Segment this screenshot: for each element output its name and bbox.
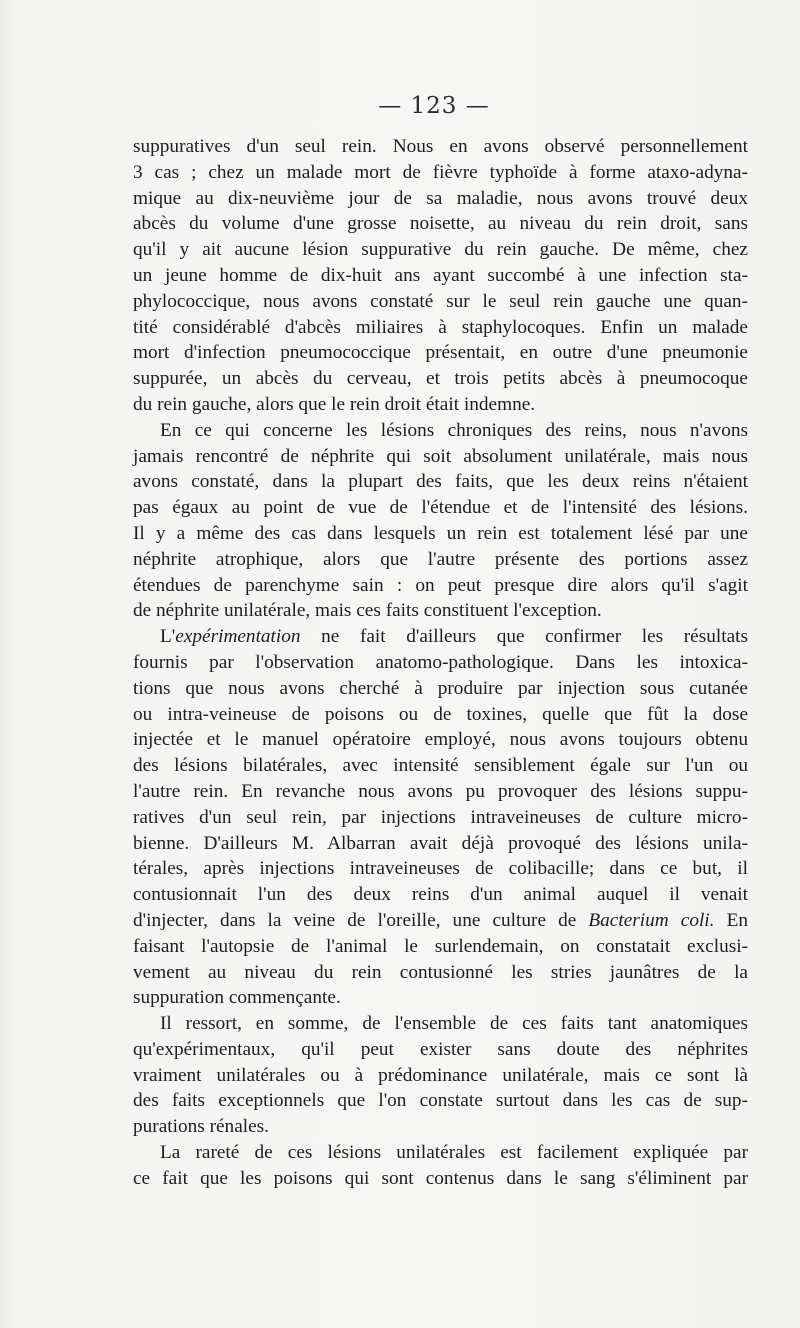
paragraph-4 (133, 1011, 748, 1140)
text-line: tité considérablé d'abcès miliaires à staphylocoques. Enfin un malade (133, 316, 748, 338)
text-line: Il ressort, en somme, de l'ensemble de ces faits tant anatomiques (160, 1013, 748, 1035)
text-line: vement au niveau du rein contusionné les stries jaunâtres de la (133, 961, 748, 983)
text-line: mique au dix-neuvième jour de sa maladie, nous avons trouvé deux (133, 187, 748, 209)
text-line: purations rénales. (133, 1116, 269, 1138)
text-line: vraiment unilatérales ou à prédominance unilatérale, mais ce sont là (133, 1064, 748, 1086)
text-line: avons constaté, dans la plupart des faits, que les deux reins n'étaient (133, 471, 748, 493)
text-line: En ce qui concerne les lésions chroniques des reins, nous n'avons (160, 419, 748, 441)
italic-term: Bacterium coli. (588, 909, 715, 931)
text-line: des faits exceptionnels que l'on constate surtout dans les cas de sup- (133, 1090, 748, 1112)
text-line: térales, après injections intraveineuses de colibacille; dans ce but, il (133, 858, 748, 880)
text-line: fournis par l'observation anatomo-pathologique. Dans les intoxica- (133, 651, 748, 673)
text-line: faisant l'autopsie de l'animal le surlendemain, on constatait exclusi- (133, 935, 748, 957)
text-line: du rein gauche, alors que le rein droit était indemne. (133, 393, 536, 415)
text-line: qu'il y ait aucune lésion suppurative du rein gauche. De même, chez (133, 239, 748, 261)
text-line (133, 624, 748, 650)
text-line: ou intra-veineuse de poisons ou de toxines, quelle que fût la dose (133, 703, 748, 725)
text-fragment: d'injecter, dans la veine de l'oreille, une culture de (133, 909, 589, 931)
text-line: suppurée, un abcès du cerveau, et trois petits abcès à pneumocoque (133, 368, 748, 390)
text-line (133, 908, 748, 934)
text-line: des lésions bilatérales, avec intensité sensiblement égale sur l'un ou (133, 755, 748, 777)
text-line: qu'expérimentaux, qu'il peut exister sans doute des néphrites (133, 1038, 748, 1060)
text-line: ce fait que les poisons qui sont contenus dans le sang s'éliminent par (133, 1167, 748, 1189)
text-fragment: L' (160, 626, 176, 648)
text-line: Il y a même des cas dans lesquels un rein est totalement lésé par une (133, 522, 748, 544)
text-fragment: ne fait d'ailleurs que confirmer les résultats (300, 626, 748, 648)
text-line: injectée et le manuel opératoire employé, nous avons toujours obtenu (133, 729, 748, 751)
paragraph-5 (133, 1140, 748, 1192)
text-line: abcès du volume d'une grosse noisette, au niveau du rein droit, sans (133, 213, 748, 235)
text-line: un jeune homme de dix-huit ans ayant succombé à une infection sta- (133, 264, 748, 286)
text-line: suppuratives d'un seul rein. Nous en avons observé personnellement (133, 136, 748, 157)
page-number: — 123 — (378, 93, 490, 119)
text-fragment: En (714, 909, 748, 931)
text-line: étendues de parenchyme sain : on peut presque dire alors qu'il s'agit (133, 574, 748, 596)
text-line: ratives d'un seul rein, par injections intraveineuses de culture micro- (133, 806, 748, 828)
text-line: l'autre rein. En revanche nous avons pu provoquer des lésions suppu- (133, 780, 748, 802)
text-line: bienne. D'ailleurs M. Albarran avait déjà provoqué des lésions unila- (133, 832, 748, 854)
paragraph-2 (133, 418, 748, 624)
italic-term: expérimentation (175, 626, 301, 648)
text-line: mort d'infection pneumococcique présentait, en outre d'une pneumonie (133, 342, 748, 364)
text-line: néphrite atrophique, alors que l'autre présente des portions assez (133, 548, 748, 570)
paragraph-3 (133, 624, 748, 1011)
text-line: La rareté de ces lésions unilatérales est facilement expliquée par (160, 1142, 748, 1164)
text-line: contusionnait l'un des deux reins d'un animal auquel il venait (133, 884, 748, 906)
text-line: tions que nous avons cherché à produire par injection sous cutanée (133, 677, 748, 699)
text-line: phylococcique, nous avons constaté sur le seul rein gauche une quan- (133, 290, 748, 312)
body-text (133, 134, 748, 1192)
text-line: de néphrite unilatérale, mais ces faits constituent l'exception. (133, 600, 602, 622)
paragraph-1 (133, 134, 748, 418)
text-line: pas égaux au point de vue de l'étendue et de l'intensité des lésions. (133, 497, 748, 519)
text-line: jamais rencontré de néphrite qui soit absolument unilatérale, mais nous (133, 445, 748, 467)
text-line: 3 cas ; chez un malade mort de fièvre typhoïde à forme ataxo-adyna- (133, 161, 748, 183)
text-line: suppuration commençante. (133, 987, 341, 1009)
